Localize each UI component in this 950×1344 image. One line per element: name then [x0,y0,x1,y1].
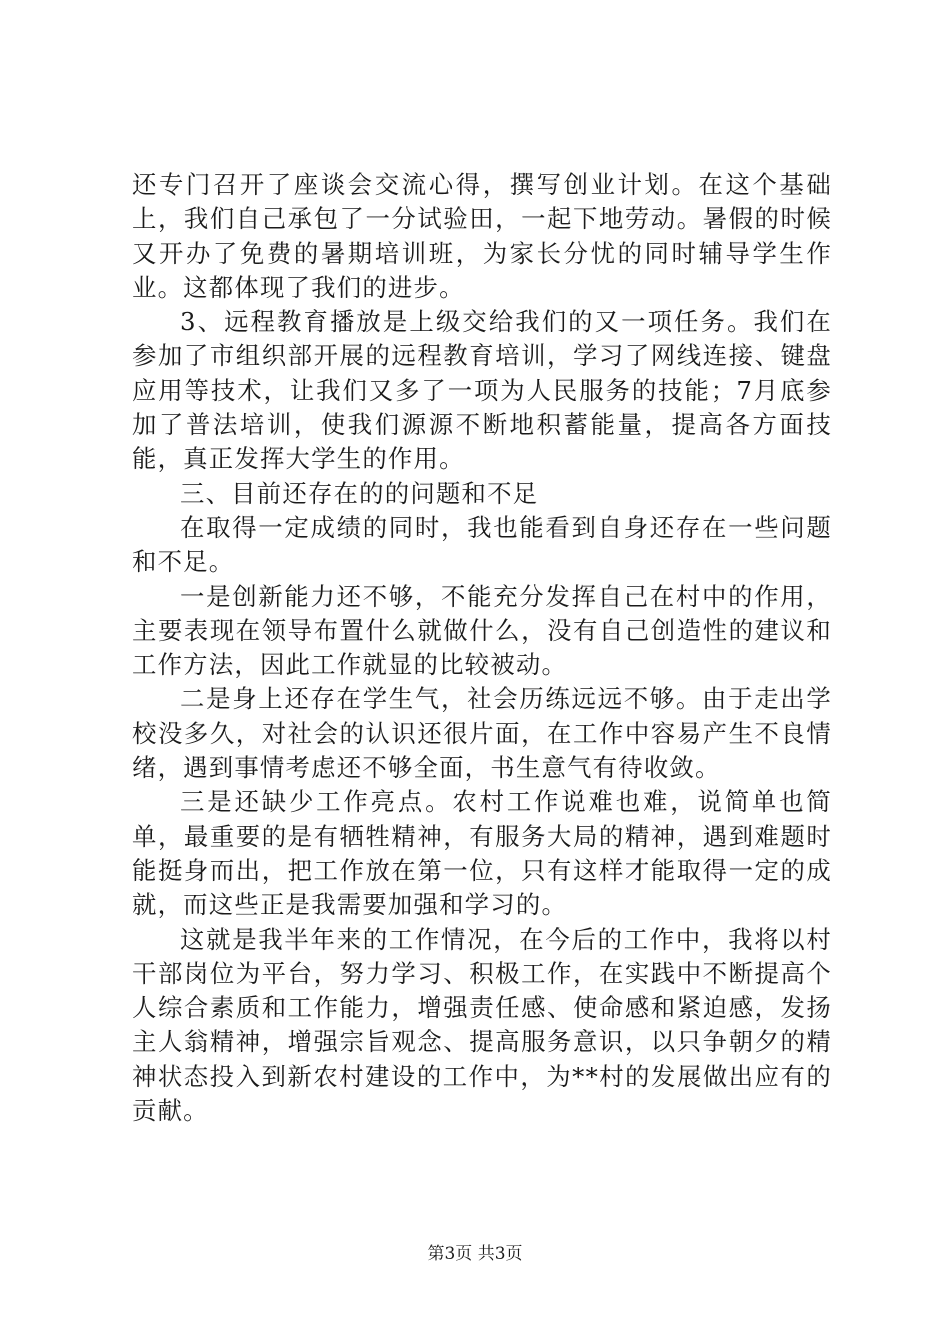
paragraph-1: 还专门召开了座谈会交流心得，撰写创业计划。在这个基础上，我们自己承包了一分试验田，一起下地劳动。暑假的时候又开办了免费的暑期培训班，为家长分忧的同时辅导学生作业。这都体现了我们的进步。 [132,170,832,302]
paragraph-4: 一是创新能力还不够，不能充分发挥自己在村中的作用，主要表现在领导布置什么就做什么，没有自己创造性的建议和工作方法，因此工作就显的比较被动。 [132,581,832,680]
paragraph-7: 这就是我半年来的工作情况，在今后的工作中，我将以村干部岗位为平台，努力学习、积极工作，在实践中不断提高个人综合素质和工作能力，增强责任感、使命感和紧迫感，发扬主人翁精神，增强宗旨观念、提高服务意识，以只争朝夕的精神状态投入到新农村建设的工作中，为**村的发展做出应有的贡献。 [132,924,832,1126]
section-heading-problems: 三、目前还存在的的问题和不足 [180,478,539,508]
paragraph-2: 3、远程教育播放是上级交给我们的又一项任务。我们在参加了市组织部开展的远程教育培训，学习了网线连接、键盘应用等技术，让我们又多了一项为人民服务的技能；7月底参加了普法培训，使我们源源不断地积蓄能量，提高各方面技能，真正发挥大学生的作用。 [132,307,832,474]
paragraph-5: 二是身上还存在学生气，社会历练远远不够。由于走出学校没多久，对社会的认识还很片面，在工作中容易产生不良情绪，遇到事情考虑还不够全面，书生意气有待收敛。 [132,684,832,783]
paragraph-3: 在取得一定成绩的同时，我也能看到自身还存在一些问题和不足。 [132,512,832,577]
paragraph-6: 三是还缺少工作亮点。农村工作说难也难，说简单也简单，最重要的是有牺牲精神，有服务大局的精神，遇到难题时能挺身而出，把工作放在第一位，只有这样才能取得一定的成就，而这些正是我需要加强和学习的。 [132,787,832,920]
document-body [132,168,832,1128]
page-number-footer: 第3页 共3页 [427,1244,523,1264]
